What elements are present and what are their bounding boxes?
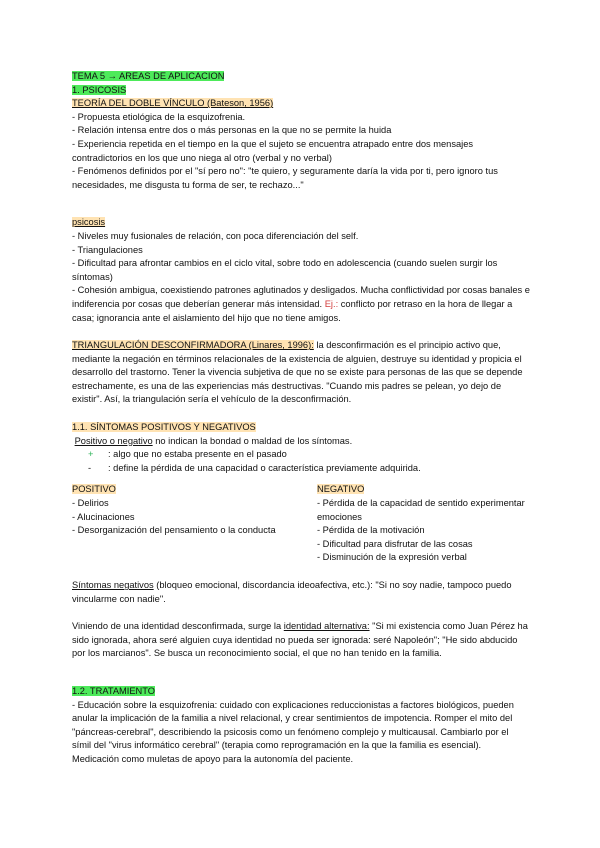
sintomas-intro-underlined: Positivo o negativo	[74, 435, 153, 446]
negativo-column	[317, 483, 530, 565]
positive-definition-text: : algo que no estaba presente en el pasado	[108, 449, 287, 460]
positivo-heading	[72, 483, 317, 497]
negativo-heading-text: NEGATIVO	[317, 484, 365, 495]
sintomas-heading-text: 1.1. SÍNTOMAS POSITIVOS Y NEGATIVOS	[72, 422, 256, 433]
triangulacion-paragraph	[72, 339, 530, 407]
negativo-item: - Disminución de la expresión verbal	[317, 552, 467, 563]
sintomas-intro-rest: no indican la bondad o maldad de los síntomas.	[155, 435, 353, 446]
tratamiento-heading	[72, 685, 530, 699]
psicosis-item: - Triangulaciones	[72, 244, 143, 255]
positivo-item: - Desorganización del pensamiento o la conducta	[72, 525, 276, 536]
negativos-label: Síntomas negativos	[72, 580, 154, 590]
negativo-item: - Dificultad para disfrutar de las cosas	[317, 538, 473, 549]
doble-vinculo-item: - Relación intensa entre dos o más personas en la que no se permite la huida	[72, 125, 392, 136]
identidad-paragraph	[72, 620, 530, 661]
doble-vinculo-item: - Fenómenos definidos por el "sí pero no": "te quiero, y seguramente daría la vida por ti, pero ignoro tus necesidades, me disgusta tu forma de ser, te rechazo..."	[72, 166, 498, 190]
document-content	[72, 70, 530, 767]
negativo-item: - Pérdida de la motivación	[317, 525, 425, 536]
minus-icon: -	[88, 462, 92, 473]
sintomas-heading	[72, 421, 530, 435]
psicosis-subheading-text: psicosis	[72, 217, 106, 228]
positivo-heading-text: POSITIVO	[72, 484, 116, 495]
symptoms-columns	[72, 483, 530, 565]
identidad-pre: Viniendo de una identidad desconfirmada, surge la	[72, 621, 282, 632]
example-text: conflicto por retraso en la hora de llegar a casa; ignorancia ante el aislamiento del hijo que no tiene amigos.	[72, 298, 513, 323]
psicosis-item: - Niveles muy fusionales de relación, con poca diferenciación del self.	[72, 230, 359, 241]
plus-icon: +	[88, 449, 94, 460]
negativos-text: (bloqueo emocional, discordancia ideoafectiva, etc.): "Si no soy nadie, tampoco puedo vincularme con nadie".	[72, 580, 512, 604]
psicosis-item: - Dificultad para afrontar cambios en el ciclo vital, sobre todo en adolescencia (cuando suelen surgir los síntomas)	[72, 258, 498, 282]
negative-definition-text: : define la pérdida de una capacidad o característica previamente adquirida.	[108, 462, 421, 473]
identidad-text: "Si mi existencia como Juan Pérez ha sido ignorada, ahora seré alguien cuya identidad no pueda ser ignorada: seré Napoleón"; "He sido abducido por los marcianos". Se busca un reconocimiento social, el que no han tenido en la familia.	[72, 621, 528, 659]
cohesion-text: - Cohesión ambigua, coexistiendo patrones aglutinados y desligados. Mucha conflictividad por cosas banales e indiferencia por cosas que deberían generar más intensidad.	[72, 285, 530, 309]
sintomas-intro	[72, 435, 530, 449]
psicosis-heading-text: 1. PSICOSIS	[72, 84, 127, 95]
tratamiento-heading-text: 1.2. TRATAMIENTO	[72, 685, 155, 696]
positivo-item: - Alucinaciones	[72, 511, 135, 522]
negativos-paragraph	[72, 579, 530, 606]
tratamiento-text: - Educación sobre la esquizofrenia: cuidado con explicaciones reduccionistas a factores biológicos, pueden anular la implicación de la familia a nivel relacional, y crear sentimientos de impotencia. Romper el mito del "páncreas-cerebral", describiendo la psicosis como un fenómeno complejo y multicausal. Cambiarlo por el símil del "virus informático cerebral" (terapia como reprogramación en la que la familia es esencial). Medicación como muletas de apoyo para la autonomía del paciente.	[72, 699, 514, 764]
negative-definition	[72, 462, 530, 476]
example-label: Ej.:	[324, 298, 339, 309]
negativo-item: - Pérdida de la capacidad de sentido experimentar emociones	[317, 498, 525, 522]
doble-vinculo-heading	[72, 97, 530, 111]
doble-vinculo-item: - Experiencia repetida en el tiempo en la que el sujeto se encuentra atrapado entre dos mensajes contradictorios en los que uno niega al otro (verbal y no verbal)	[72, 138, 474, 163]
psicosis-subheading	[72, 216, 530, 230]
negativo-heading	[317, 483, 530, 497]
positivo-item: - Delirios	[72, 498, 109, 509]
title-text: TEMA 5 → AREAS DE APLICACION	[72, 71, 225, 81]
page-title	[72, 70, 530, 84]
doble-vinculo-item: - Propuesta etiológica de la esquizofrenia.	[72, 111, 246, 122]
psicosis-item-cohesion	[72, 284, 530, 325]
positivo-column	[72, 483, 317, 565]
positive-definition	[72, 448, 530, 462]
identidad-label: identidad alternativa:	[283, 621, 370, 632]
psicosis-heading	[72, 84, 530, 98]
triangulacion-text: la desconfirmación es el principio activo que, mediante la negación en términos relacionales de la existencia de alguien, destruye su identidad y propicia el desarrollo del trastorno. Tener la vivencia subjetiva de que no se existe para personas de las que se depende estrechamente, es una de las experiencias más destructivas. "Cuando mis padres se pelean, yo dejo de existir". Así, la triangulación sería el vehículo de la desconfirmación.	[72, 340, 523, 405]
doble-vinculo-heading-text: TEORÍA DEL DOBLE VÍNCULO (Bateson, 1956)	[72, 98, 274, 109]
triangulacion-heading: TRIANGULACIÓN DESCONFIRMADORA (Linares, 1996):	[72, 340, 314, 351]
